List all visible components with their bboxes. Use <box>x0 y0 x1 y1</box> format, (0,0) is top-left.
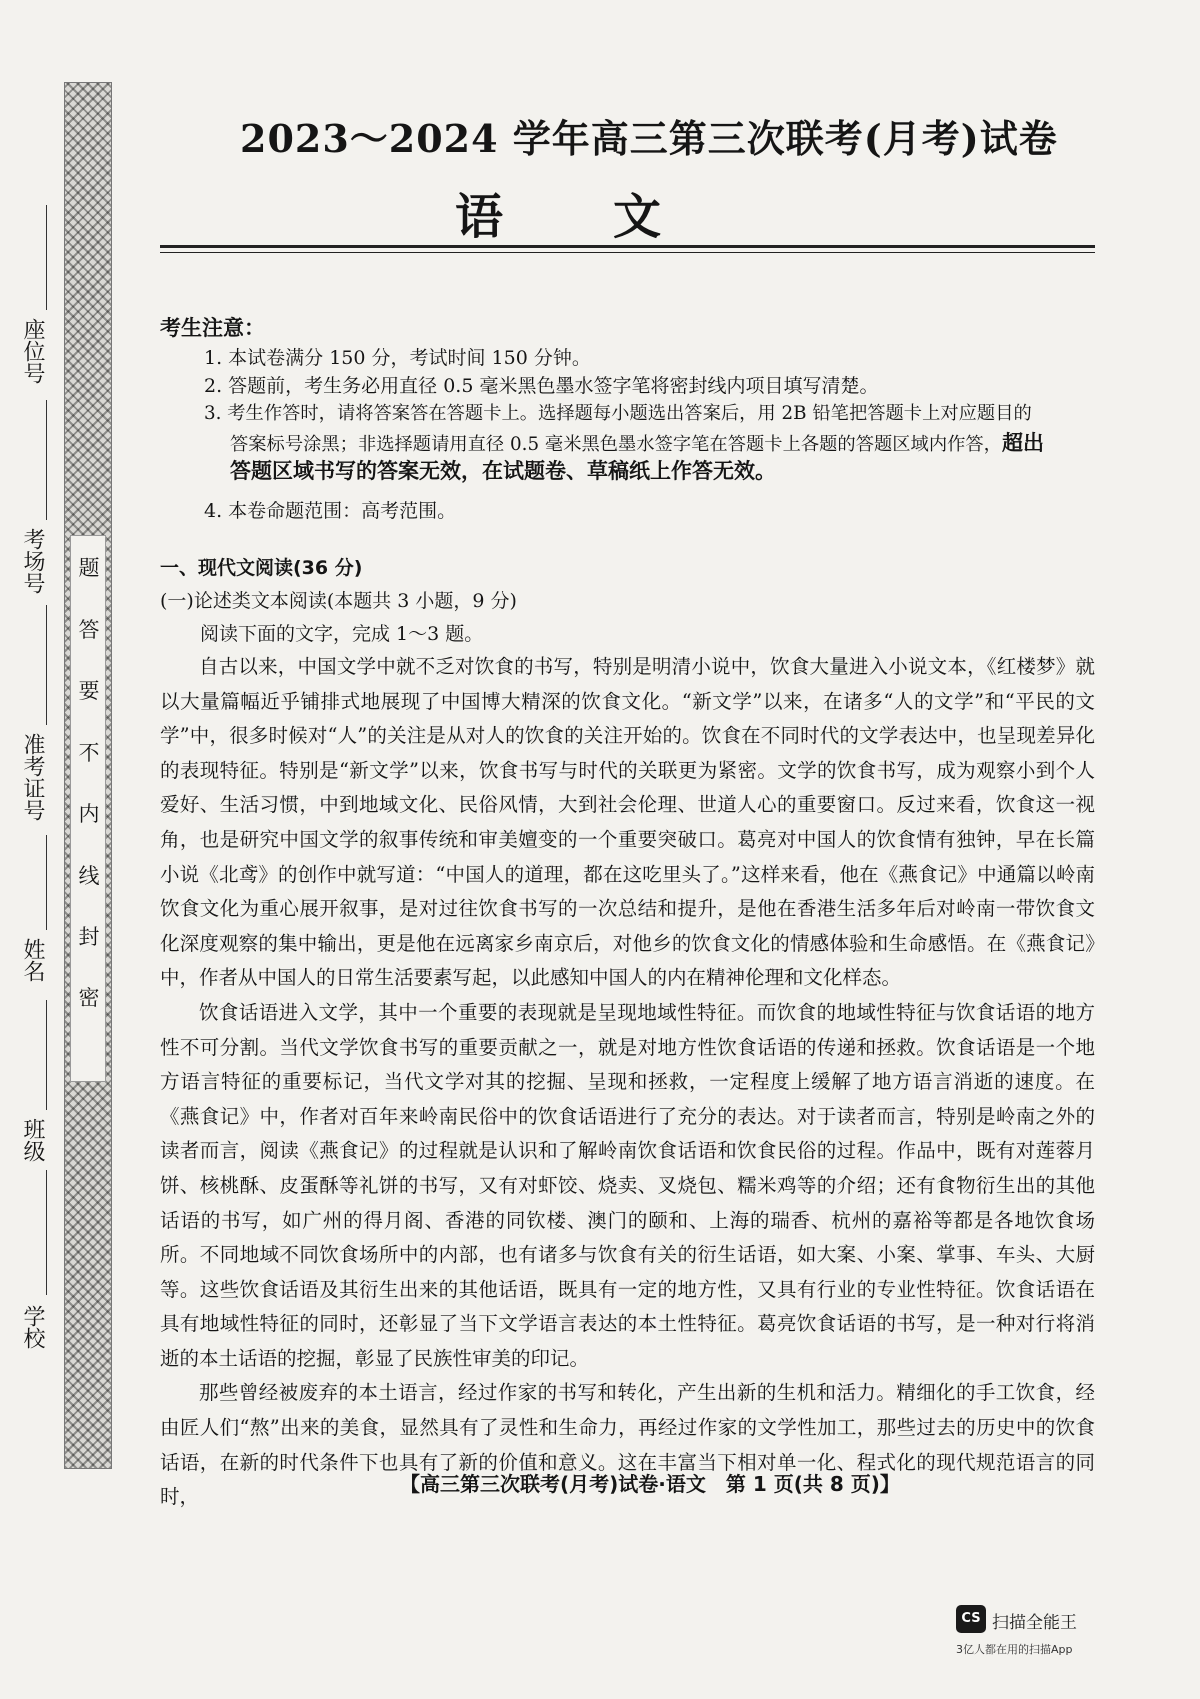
field-label-admission-number: 准考证号 <box>20 733 45 821</box>
scanner-logo-icon: CS <box>956 1605 986 1633</box>
seal-word: 不 <box>78 741 100 765</box>
field-line-name[interactable] <box>46 835 47 930</box>
field-label-name: 姓名 <box>20 938 45 982</box>
field-label-seat-number: 座位号 <box>20 318 45 384</box>
reading-passage <box>160 650 1095 1515</box>
seal-word: 要 <box>78 679 100 703</box>
field-line-seat-number[interactable] <box>46 205 47 310</box>
notice-item-3: 3. 考生作答时，请将答案答在答题卡上。选择题每小题选出答案后，用 2B 铅笔把答题卡上对应题目的 <box>204 403 1032 424</box>
notice-item-3-emphasis-line: 答题区域书写的答案无效，在试题卷、草稿纸上作答无效。 <box>230 459 776 483</box>
header-rule <box>160 245 1095 248</box>
seal-word: 答 <box>78 618 100 642</box>
field-label-school: 学校 <box>20 1305 45 1349</box>
seal-word: 密 <box>78 986 100 1010</box>
passage-paragraph-1: 自古以来，中国文学中就不乏对饮食的书写，特别是明清小说中，饮食大量进入小说文本，《红楼梦》就以大量篇幅近乎铺排式地展现了中国博大精深的饮食文化。“新文学”以来，在诸多“人的文学”和“平民的文学”中，很多时候对“人”的关注是从对人的饮食的关注开始的。饮食在不同时代的文学表达中，也呈现差异化的表现特征。特别是“新文学”以来，饮食书写与时代的关联更为紧密。文学的饮食书写，成为观察小到个人爱好、生活习惯，中到地域文化、民俗风情，大到社会伦理、世道人心的重要窗口。反过来看，饮食这一视角，也是研究中国文学的叙事传统和审美嬗变的一个重要突破口。葛亮对中国人的饮食情有独钟，早在长篇小说《北鸢》的创作中就写道：“中国人的道理，都在这吃里头了。”这样来看，他在《燕食记》中通篇以岭南饮食文化为重心展开叙事，是对过往饮食书写的一次总结和提升，是他在香港生活多年后对岭南一带饮食文化深度观察的集中输出，更是他在远离家乡南京后，对他乡的饮食文化的情感体验和生命感悟。在《燕食记》中，作者从中国人的日常生活要素写起，以此感知中国人的内在精神伦理和文化样态。 <box>160 655 1095 990</box>
notice-item-4: 4. 本卷命题范围：高考范围。 <box>204 500 457 522</box>
notice-item-3-emphasis: 超出 <box>1001 431 1044 455</box>
field-label-class: 班级 <box>20 1118 45 1162</box>
section-subheading: (一)论述类文本阅读(本题共 3 小题，9 分) <box>160 590 517 612</box>
notice-item-3-text: 答案标号涂黑；非选择题请用直径 0.5 毫米黑色墨水签字笔在答题卡上各题的答题区域内作答， <box>230 434 1002 455</box>
field-line-exam-room[interactable] <box>46 400 47 520</box>
page-footer: 【高三第三次联考(月考)试卷·语文 第 1 页(共 8 页)】 <box>400 1472 900 1496</box>
scanner-app-name: 扫描全能王 <box>992 1613 1077 1633</box>
field-line-school[interactable] <box>46 1170 47 1295</box>
notice-item-1: 1. 本试卷满分 150 分，考试时间 150 分钟。 <box>204 347 591 369</box>
notice-item-2: 2. 答题前，考生务必用直径 0.5 毫米黑色墨水签字笔将密封线内项目填写清楚。 <box>204 375 879 397</box>
seal-word: 封 <box>78 925 100 949</box>
passage-paragraph-2: 饮食话语进入文学，其中一个重要的表现就是呈现地域性特征。而饮食的地域性特征与饮食话语的地方性不可分割。当代文学饮食书写的重要贡献之一，就是对地方性饮食话语的传递和拯救。饮食话语是一个地方语言特征的重要标记，当代文学对其的挖掘、呈现和拯救，一定程度上缓解了地方语言消逝的速度。在《燕食记》中，作者对百年来岭南民俗中的饮食话语进行了充分的表达。对于读者而言，特别是岭南之外的读者而言，阅读《燕食记》的过程就是认识和了解岭南饮食话语和饮食民俗的过程。作品中，既有对莲蓉月饼、核桃酥、皮蛋酥等礼饼的书写，又有对虾饺、烧卖、叉烧包、糯米鸡等的介绍；还有食物衍生出的其他话语的书写，如广州的得月阁、香港的同钦楼、澳门的颐和、上海的瑞香、杭州的嘉裕等都是各地饮食场所。不同地域不同饮食场所中的内部，也有诸多与饮食有关的衍生话语，如大案、小案、掌事、车头、大厨等。这些饮食话语及其衍生出来的其他话语，既具有一定的地方性，又具有行业的专业性特征。饮食话语在具有地域性特征的同时，还彰显了当下文学语言表达的本土性特征。葛亮饮食话语的书写，是一种对行将消逝的本土话语的挖掘，彰显了民族性审美的印记。 <box>160 1000 1095 1370</box>
section-instruction: 阅读下面的文字，完成 1～3 题。 <box>200 623 484 645</box>
scanner-tagline: 3亿人都在用的扫描App <box>956 1643 1073 1656</box>
field-line-class[interactable] <box>46 1000 47 1110</box>
section-heading: 一、现代文阅读(36 分) <box>160 557 363 579</box>
notice-heading: 考生注意： <box>160 316 265 340</box>
scanner-watermark <box>956 1605 1126 1665</box>
notice-item-3-cont <box>230 427 1044 457</box>
field-label-exam-room: 考场号 <box>20 528 45 594</box>
header-rule-thin <box>160 252 1095 253</box>
subject-title: 语文 <box>455 189 772 245</box>
seal-word: 题 <box>78 556 100 580</box>
seal-word: 线 <box>78 864 100 888</box>
field-line-admission-number[interactable] <box>46 605 47 725</box>
passage-paragraph-3: 那些曾经被废弃的本土语言，经过作家的书写和转化，产生出新的生机和活力。精细化的手工饮食，经由匠人们“熬”出来的美食，显然具有了灵性和生命力，再经过作家的文学性加工，那些过去的历史中的饮食话语，在新的时代条件下也具有了新的价值和意义。这在丰富当下相对单一化、程式化的现代规范语言的同时， <box>160 1381 1095 1509</box>
seal-word: 内 <box>78 802 100 826</box>
exam-title: 2023～2024 学年高三第三次联考(月考)试卷 <box>240 116 1058 161</box>
